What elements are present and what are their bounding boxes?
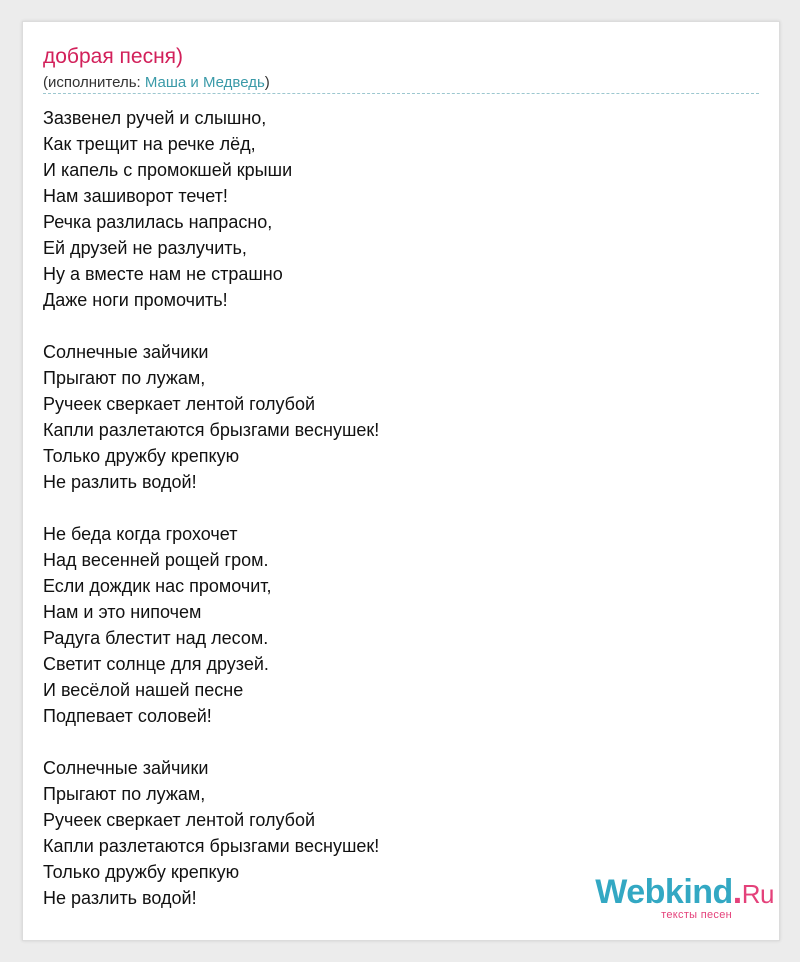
lyric-line: Не разлить водой! bbox=[43, 472, 197, 492]
lyric-line: Нам и это нипочем bbox=[43, 602, 202, 622]
lyrics-card bbox=[22, 21, 780, 941]
lyric-line: Зазвенел ручей и слышно, bbox=[43, 108, 267, 128]
lyric-line: Как трещит на речке лёд, bbox=[43, 134, 256, 154]
lyric-line: Не беда когда грохочет bbox=[43, 524, 238, 544]
logo-word: Webkind bbox=[595, 873, 733, 911]
site-logo[interactable] bbox=[595, 874, 774, 921]
artist-line bbox=[43, 74, 270, 92]
lyric-line: Если дождик нас промочит, bbox=[43, 576, 272, 596]
lyric-line: Прыгают по лужам, bbox=[43, 368, 206, 388]
lyric-line: Капли разлетаются брызгами веснушек! bbox=[43, 420, 380, 440]
lyric-line: Нам зашиворот течет! bbox=[43, 186, 228, 206]
logo-wordmark bbox=[595, 874, 774, 912]
lyric-line: Прыгают по лужам, bbox=[43, 784, 206, 804]
stanza bbox=[43, 105, 379, 313]
lyric-line: Ей друзей не разлучить, bbox=[43, 238, 247, 258]
lyric-line: И весёлой нашей песне bbox=[43, 680, 244, 700]
lyric-line: Подпевает соловей! bbox=[43, 706, 212, 726]
stanza bbox=[43, 339, 379, 495]
artist-suffix: ) bbox=[264, 74, 270, 91]
artist-prefix: (исполнитель: bbox=[43, 74, 145, 91]
stanza bbox=[43, 755, 379, 911]
lyric-line: Над весенней рощей гром. bbox=[43, 550, 269, 570]
lyric-line: Радуга блестит над лесом. bbox=[43, 628, 269, 648]
logo-dot: . bbox=[732, 873, 742, 911]
lyric-line: Речка разлилась напрасно, bbox=[43, 212, 273, 232]
lyric-line: Ну а вместе нам не страшно bbox=[43, 264, 283, 284]
lyric-line: Только дружбу крепкую bbox=[43, 862, 240, 882]
lyric-line: И капель с промокшей крыши bbox=[43, 160, 293, 180]
logo-tagline: тексты песен bbox=[661, 909, 732, 921]
lyric-line: Капли разлетаются брызгами веснушек! bbox=[43, 836, 380, 856]
lyric-line: Солнечные зайчики bbox=[43, 758, 209, 778]
logo-tld: Ru bbox=[741, 879, 774, 909]
artist-link[interactable]: Маша и Медведь bbox=[144, 74, 265, 91]
lyric-line: Солнечные зайчики bbox=[43, 342, 209, 362]
lyric-line: Ручеек сверкает лентой голубой bbox=[43, 394, 316, 414]
lyric-line: Не разлить водой! bbox=[43, 888, 197, 908]
lyrics-body bbox=[43, 105, 379, 911]
lyric-line: Ручеек сверкает лентой голубой bbox=[43, 810, 316, 830]
divider bbox=[43, 93, 759, 94]
lyric-line: Даже ноги промочить! bbox=[43, 290, 228, 310]
lyric-line: Только дружбу крепкую bbox=[43, 446, 240, 466]
lyric-line: Светит солнце для друзей. bbox=[43, 654, 269, 674]
stanza bbox=[43, 521, 379, 729]
song-title: добрая песня) bbox=[43, 45, 184, 68]
